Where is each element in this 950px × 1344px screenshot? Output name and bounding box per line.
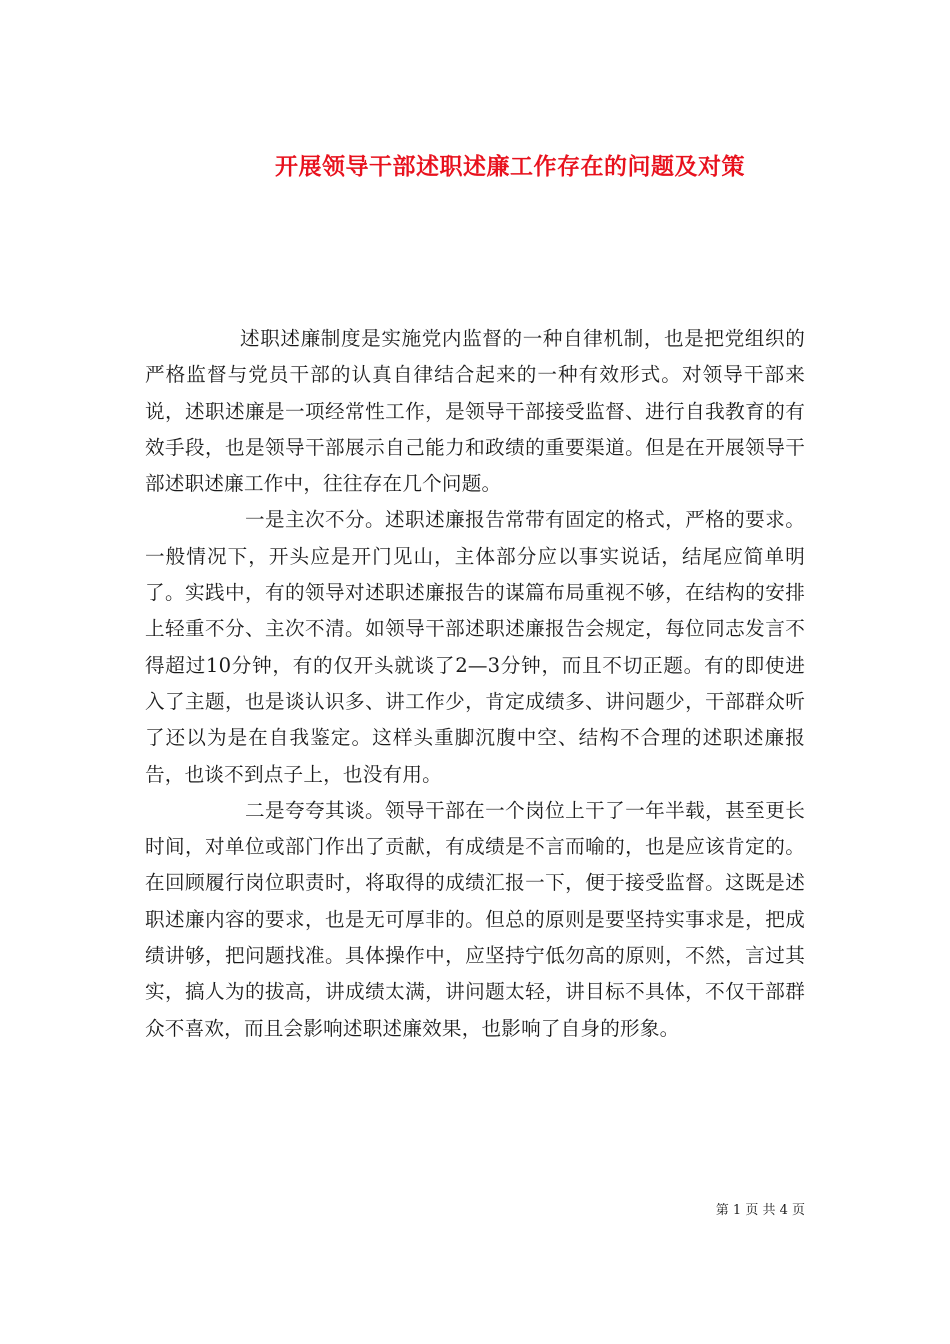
paragraph-point-one: 一是主次不分。述职述廉报告常带有固定的格式，严格的要求。一般情况下，开头应是开门见山，主体部分应以事实说话，结尾应简单明了。实践中，有的领导对述职述廉报告的谋篇布局重视不够，在结构的安排上轻重不分、主次不清。如领导干部述职述廉报告会规定，每位同志发言不得超过10分钟，有的仅开头就谈了2—3分钟，而且不切正题。有的即使进入了主题，也是谈认识多、讲工作少，肯定成绩多、讲问题少，干部群众听了还以为是在自我鉴定。这样头重脚沉腹中空、结构不合理的述职述廉报告，也谈不到点子上，也没有用。 — [145, 508, 805, 786]
paragraph-point-two: 二是夸夸其谈。领导干部在一个岗位上干了一年半载，甚至更长时间，对单位或部门作出了贡献，有成绩是不言而喻的，也是应该肯定的。在回顾履行岗位职责时，将取得的成绩汇报一下，便于接受监督。这既是述职述廉内容的要求，也是无可厚非的。但总的原则是要坚持实事求是，把成绩讲够，把问题找准。具体操作中，应坚持宁低勿高的原则，不然，言过其实，搞人为的拔高，讲成绩太满，讲问题太轻，讲目标不具体，不仅干部群众不喜欢，而且会影响述职述廉效果，也影响了自身的形象。 — [145, 798, 805, 1040]
document-body — [145, 321, 805, 1047]
paragraph-intro: 述职述廉制度是实施党内监督的一种自律机制，也是把党组织的严格监督与党员干部的认真自律结合起来的一种有效形式。对领导干部来说，述职述廉是一项经常性工作，是领导干部接受监督、进行自我教育的有效手段，也是领导干部展示自己能力和政绩的重要渠道。但是在开展领导干部述职述廉工作中，往往存在几个问题。 — [145, 327, 805, 496]
page-title: 开展领导干部述职述廉工作存在的问题及对策 — [275, 153, 745, 181]
page-number-footer: 第 1 页 共 4 页 — [715, 1203, 805, 1218]
